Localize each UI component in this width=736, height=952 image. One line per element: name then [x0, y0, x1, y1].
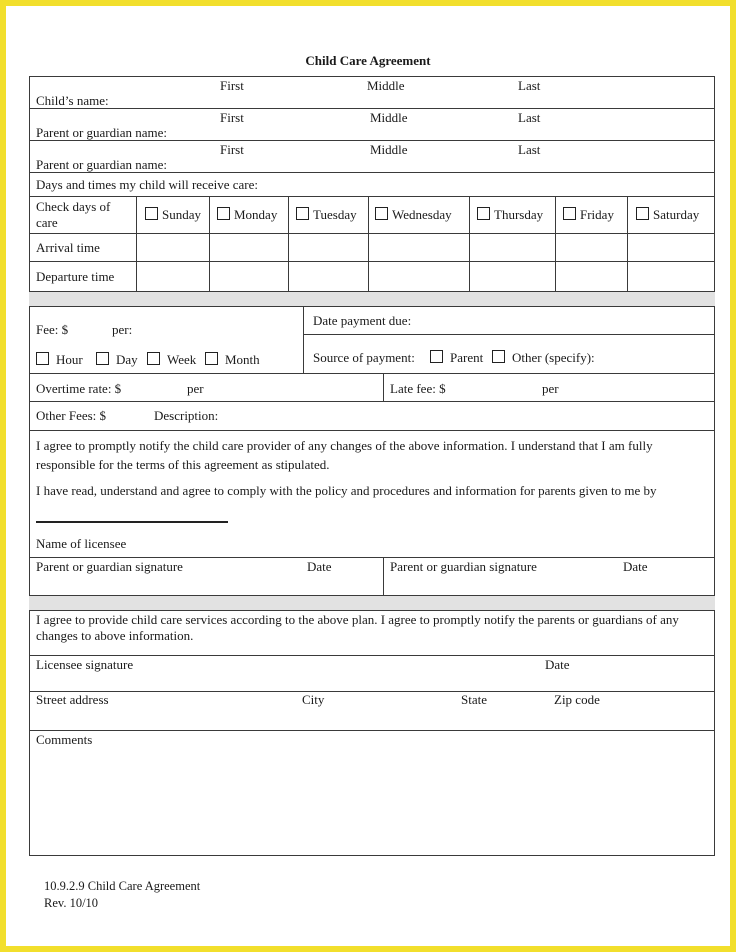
last-label: Last	[518, 78, 541, 93]
period-week[interactable]: Week	[147, 352, 196, 368]
form-footer	[44, 878, 200, 912]
source-other[interactable]: Other (specify):	[492, 350, 595, 366]
date-label: Date	[545, 657, 570, 672]
separator-band	[29, 291, 715, 306]
last-label: Last	[518, 110, 541, 125]
middle-label: Middle	[370, 110, 408, 125]
agreement-text: I agree to promptly notify the child care provider of any changes of the above information. I understand that I am fully	[36, 438, 653, 453]
guardian-name-label: Parent or guardian name:	[36, 125, 168, 140]
checkbox[interactable]	[563, 207, 576, 220]
checkbox[interactable]	[296, 207, 309, 220]
day-friday[interactable]: Friday	[563, 207, 614, 223]
day-wednesday[interactable]: Wednesday	[375, 207, 452, 223]
first-label: First	[220, 110, 244, 125]
late-fee-label: Late fee: $	[390, 381, 446, 396]
revision: Rev. 10/10	[44, 896, 99, 910]
period-month[interactable]: Month	[205, 352, 260, 368]
day-monday[interactable]: Monday	[217, 207, 277, 223]
day-sunday[interactable]: Sunday	[145, 207, 201, 223]
days-times-label: Days and times my child will receive care:	[36, 177, 259, 192]
checkbox[interactable]	[492, 350, 505, 363]
overtime-rate-label: Overtime rate: $	[36, 381, 122, 396]
parent-signature-label: Parent or guardian signature	[36, 559, 183, 574]
middle-label: Middle	[370, 142, 408, 157]
day-thursday[interactable]: Thursday	[477, 207, 543, 223]
guardian-name-label: Parent or guardian name:	[36, 157, 168, 172]
state-label: State	[461, 692, 487, 707]
agreement-text: responsible for the terms of this agreement as stipulated.	[36, 457, 330, 472]
comments-label: Comments	[36, 732, 93, 747]
date-label: Date	[623, 559, 648, 574]
late-per-label: per	[542, 381, 559, 396]
checkbox[interactable]	[147, 352, 160, 365]
agreement-text: I have read, understand and agree to comply with the policy and procedures and information for parents given to me by	[36, 483, 657, 498]
checkbox[interactable]	[636, 207, 649, 220]
departure-time-label: Departure time	[36, 269, 115, 284]
period-hour[interactable]: Hour	[36, 352, 83, 368]
provider-text: I agree to provide child care services according to the above plan. I agree to promptly notify the parents or guardians of any	[36, 612, 679, 627]
other-fees-label: Other Fees: $	[36, 408, 107, 423]
first-label: First	[220, 142, 244, 157]
form-id: 10.9.2.9 Child Care Agreement	[44, 879, 201, 893]
checkbox[interactable]	[430, 350, 443, 363]
form-title: Child Care Agreement	[305, 53, 431, 68]
source-parent[interactable]: Parent	[430, 350, 483, 366]
checkbox[interactable]	[477, 207, 490, 220]
checkbox[interactable]	[375, 207, 388, 220]
fee-per-label: per:	[112, 322, 133, 337]
date-payment-due-label: Date payment due:	[313, 313, 412, 328]
day-tuesday[interactable]: Tuesday	[296, 207, 357, 223]
overtime-per-label: per	[187, 381, 204, 396]
city-label: City	[302, 692, 325, 707]
checkbox[interactable]	[205, 352, 218, 365]
description-label: Description:	[154, 408, 219, 423]
licensee-name-line	[36, 521, 228, 523]
middle-label: Middle	[367, 78, 405, 93]
checkbox[interactable]	[145, 207, 158, 220]
parent-signature-label: Parent or guardian signature	[390, 559, 537, 574]
agreement-form	[29, 76, 715, 856]
checkbox[interactable]	[96, 352, 109, 365]
fee-label: Fee: $	[36, 322, 69, 337]
child-name-label: Child’s name:	[36, 93, 109, 108]
licensee-signature-label: Licensee signature	[36, 657, 134, 672]
first-label: First	[220, 78, 244, 93]
day-saturday[interactable]: Saturday	[636, 207, 699, 223]
check-days-label: Check days of care	[36, 199, 111, 230]
period-day[interactable]: Day	[96, 352, 138, 368]
zip-code-label: Zip code	[554, 692, 600, 707]
provider-text: changes to above information.	[36, 628, 194, 643]
arrival-time-label: Arrival time	[36, 240, 100, 255]
source-of-payment-label: Source of payment:	[313, 350, 415, 365]
last-label: Last	[518, 142, 541, 157]
checkbox[interactable]	[217, 207, 230, 220]
checkbox[interactable]	[36, 352, 49, 365]
date-label: Date	[307, 559, 332, 574]
name-of-licensee-label: Name of licensee	[36, 536, 127, 551]
separator-band	[29, 595, 715, 610]
street-address-label: Street address	[36, 692, 109, 707]
